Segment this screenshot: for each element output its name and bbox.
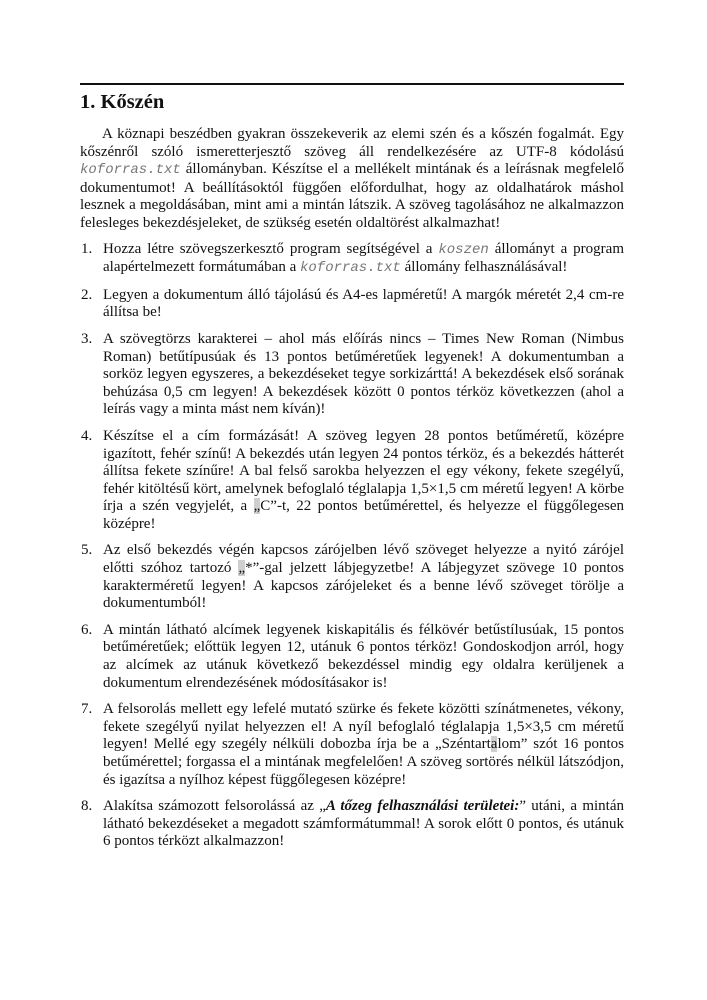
item-number: 2.	[81, 286, 93, 303]
list-item: 1. Hozza létre szövegszerkesztő program segítségével a koszen állományt a program alapértelmezett formátumában a koforras.txt állomány felhasználásával!	[81, 240, 624, 277]
list-item: 4. Készítse el a cím formázását! A szöveg legyen 28 pontos betűméretű, középre igazított, fehér színű! A bekezdés után legyen 24 pontos térköz, és a bekezdés hátterét állítsa fekete színűre! A bal felső sarokba helyezzen el egy vékony, fekete szegélyű, fehér kitöltésű kört, amelynek befoglaló téglalapja 1,5×1,5 cm méretű legyen! A körbe írja a szén vegyjelét, a „C”-t, 22 pontos betűmérettel, és helyezze el függőlegesen középre!	[81, 427, 625, 532]
intro-paragraph: A köznapi beszédben gyakran összekeverik az elemi szén és a kőszén fogalmát. Egy kőszénről szóló ismeretterjesztő szöveg áll rendelkezésére az UTF-8 kódolású koforras.txt állományban. Készítse el a mellékelt mintának és a leírásnak megfelelő dokumentumot! A beállításoktól függően előfordulhat, hogy az oldalhatárok máshol lesznek a megoldásában, mint ami a mintán látszik. A szöveg tagolásához ne alkalmazzon felesleges bekezdésjeleket, de szükség esetén oldaltörést alkalmazhat!	[80, 126, 624, 231]
list-item: 8. Alakítsa számozott felsorolássá az „A tőzeg felhasználási területei:” utáni, a mintán látható bekezdéseket a megadott számformátummal! A sorok előtt 0 pontos, és utánuk 6 pontos térközt alkalmazzon!	[81, 798, 624, 850]
item-number: 7.	[81, 701, 93, 718]
highlight-mark: a	[490, 736, 498, 753]
task-list	[80, 241, 624, 851]
list-item: 7. A felsorolás mellett egy lefelé mutató szürke és fekete közötti színátmenetes, vékony, fekete szegélyű nyilat helyezzen el! A nyíl befoglaló téglalapja 1,5×3,5 cm méretű legyen! Mellé egy szegély nélküli dobozba írja be a „Széntartalom” szót 16 pontos betűmérettel; forgassa el a mintának megfelelően! A szöveg sortörés nélkül látszódjon, és igazítsa a nyílhoz képest függőlegesen középre!	[81, 701, 624, 788]
item-number: 3.	[81, 330, 93, 347]
list-item: 3. A szövegtörzs karakterei – ahol más előírás nincs – Times New Roman (Nimbus Roman) betűtípusúak és 13 pontos betűméretűek legyenek! A dokumentumban a sorköz legyen egyszeres, a bekezdéseket tegye sorkizárttá! A bekezdések első sorának behúzása 0,5 cm legyen! A bekezdések között 0 pontos térköz következzen (ahol a leírás vagy a minta mást nem kíván)!	[81, 330, 624, 418]
list-item: 2. Legyen a dokumentum álló tájolású és A4-es lapméretű! A margók méretét 2,4 cm-re állítsa be!	[81, 286, 624, 321]
list-item: 6. A mintán látható alcímek legyenek kiskapitális és félkövér betűstílusúak, 15 pontos betűméretűek; előttük legyen 12, utánuk 6 pontos térköz! Gondoskodjon arról, hogy az alcímek az utánuk következő bekezdéssel mindig egy oldalra kerüljenek a dokumentum elrendezésének módosításakor is!	[81, 621, 624, 691]
top-rule	[80, 83, 624, 85]
filename: koforras.txt	[299, 260, 401, 277]
document-page	[80, 83, 624, 860]
item-number: 5.	[81, 542, 93, 559]
emphasized-phrase: A tőzeg felhasználási területei:	[325, 798, 520, 815]
item-number: 1.	[81, 240, 93, 257]
filename: koszen	[438, 241, 489, 258]
item-number: 6.	[81, 621, 93, 638]
highlight-mark: „	[238, 560, 246, 577]
section-title: 1. Kőszén	[80, 91, 165, 113]
item-number: 4.	[81, 427, 93, 444]
list-item: 5. Az első bekezdés végén kapcsos zárójelben lévő szöveget helyezze a nyitó zárójel előtti szóhoz tartozó „*”-gal jelzett lábjegyzetbe! A lábjegyzet szövege 10 pontos karakterméretű legyen! A kapcsos zárójeleket és a benne lévő szöveget törölje a dokumentumból!	[81, 542, 624, 612]
highlight-mark: „	[253, 498, 261, 515]
filename: koforras.txt	[80, 162, 181, 179]
item-number: 8.	[81, 798, 93, 815]
